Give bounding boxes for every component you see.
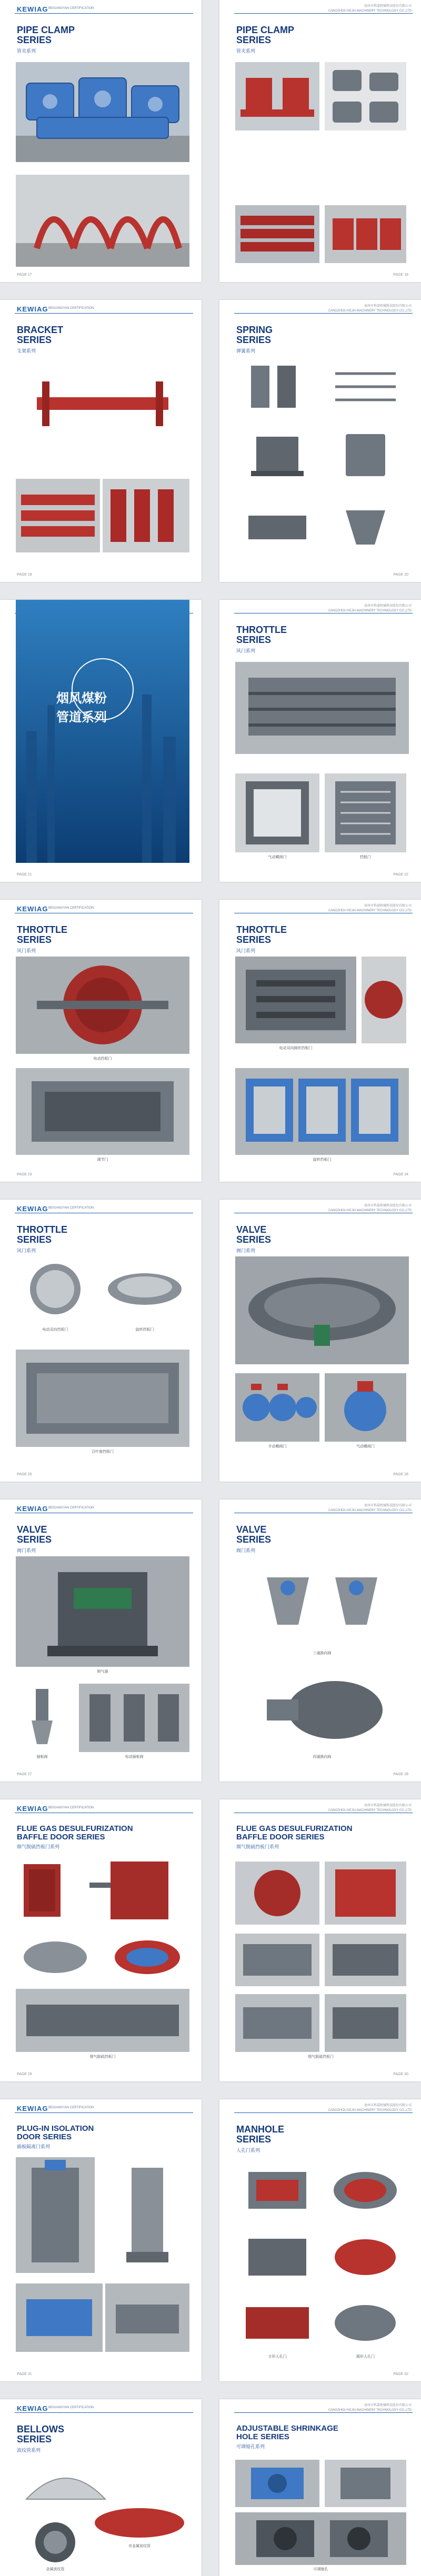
photo-grey-long-baffle xyxy=(16,1989,189,2052)
caption: 百叶窗挡板门 xyxy=(92,1450,114,1454)
page-subtitle: 烟气脱硫挡板门系列 xyxy=(236,1844,279,1849)
company-header: 沧州市科嘉机械科技股份有限公司 CANGZHOU KEJIA MACHINERY TECHNOLOGY CO.,LTD xyxy=(328,2104,412,2112)
photo-frame-3 xyxy=(235,1994,319,2052)
caption: 三通换向阀 xyxy=(313,1652,332,1655)
page-subtitle: 可调缩孔系列 xyxy=(236,2444,265,2449)
catalog-page-24 xyxy=(219,900,421,1182)
company-header: 沧州市科嘉机械科技股份有限公司 CANGZHOU KEJIA MACHINERY TECHNOLOGY CO.,LTD xyxy=(328,305,412,313)
photo-three-way-valves xyxy=(235,1556,409,1648)
page-title: SPRING SERIES 弹簧系列 xyxy=(236,325,273,356)
photo-louver-baffle-door xyxy=(16,1350,189,1447)
page-number: PAGE 25 xyxy=(17,1473,32,1476)
page-title: VALVE SERIES 阀门系列 xyxy=(17,1525,52,1556)
catalog-page-17 xyxy=(0,0,202,282)
page-title: VALVE SERIES 阀门系列 xyxy=(236,1525,271,1556)
photo-red-bracket-beam xyxy=(16,358,189,450)
page-title: VALVE SERIES 阀门系列 xyxy=(236,1225,271,1256)
cover-title: 烟风煤粉 管道系列 xyxy=(56,691,107,724)
page-subtitle: 风门系列 xyxy=(17,1248,36,1253)
photo-blue-shrinkage-hole xyxy=(235,2460,319,2507)
page-number: PAGE 23 xyxy=(17,1173,32,1176)
logo-tagline: BEIGANGYAN CERTIFICATION xyxy=(48,307,94,310)
page-number: PAGE 20 xyxy=(393,573,408,577)
header-rule xyxy=(15,2412,193,2413)
photo-red-brackets-left xyxy=(16,479,100,552)
photo-red-clamp-stack xyxy=(235,205,319,263)
photo-spring-support-1 xyxy=(235,426,319,484)
caption: 挡板门 xyxy=(360,856,371,859)
page-subtitle: 人孔门系列 xyxy=(236,2148,260,2153)
photo-spring-cone xyxy=(325,495,406,552)
photo-grey-baffle-box xyxy=(16,1068,189,1155)
header-rule xyxy=(234,313,413,314)
header-rule xyxy=(234,2412,413,2413)
photo-four-way-valve xyxy=(235,1663,409,1752)
company-logo: KEWIAG xyxy=(17,5,48,13)
page-title: THROTTLE SERIES 风门系列 xyxy=(236,625,287,656)
page-number: PAGE 30 xyxy=(393,2072,408,2076)
caption: 电动双向圆形挡板门 xyxy=(279,1046,313,1050)
photo-manhole-round-1 xyxy=(325,2161,406,2219)
photo-red-brackets-right xyxy=(103,479,189,552)
caption: 旋转挡板门 xyxy=(313,1158,332,1162)
photo-throttle-louver-2 xyxy=(325,773,406,852)
company-logo: KEWIAG xyxy=(17,1805,48,1813)
caption: 手动蝶阀门 xyxy=(268,1445,287,1448)
photo-round-damper xyxy=(362,957,406,1043)
company-header: 沧州市科嘉机械科技股份有限公司 CANGZHOU KEJIA MACHINERY TECHNOLOGY CO.,LTD xyxy=(328,1804,412,1812)
page-title: BRACKET SERIES 支架系列 xyxy=(17,325,63,356)
page-number: PAGE 28 xyxy=(393,1773,408,1776)
photo-manual-butterfly-valves xyxy=(235,1373,319,1442)
caption: 非金属波纹管 xyxy=(128,2544,151,2548)
caption: 电动双向挡板门 xyxy=(42,1328,68,1332)
page-number: PAGE 18 xyxy=(393,273,408,277)
page-title: PLUG-IN ISOLATION DOOR SERIES 插板隔离门系列 xyxy=(17,2125,94,2151)
company-logo: KEWIAG xyxy=(17,1205,48,1213)
photo-red-clamp-parts xyxy=(325,205,406,263)
page-subtitle: 波纹管系列 xyxy=(17,2448,41,2453)
catalog-page-19 xyxy=(0,300,202,582)
photo-blue-pipe-clamps xyxy=(16,62,189,162)
page-title: THROTTLE SERIES 风门系列 xyxy=(17,1225,67,1256)
logo-tagline: BEIGANGYAN CERTIFICATION xyxy=(48,2406,94,2409)
page-title: MANHOLE SERIES 人孔门系列 xyxy=(236,2125,284,2156)
caption: 电动挡板门 xyxy=(93,1057,112,1061)
caption: 烟气脱硫挡板门 xyxy=(89,2055,116,2059)
page-title: BELLOWS SERIES 波纹管系列 xyxy=(17,2424,64,2456)
caption: 烟气脱硫挡板门 xyxy=(308,2055,334,2059)
company-logo: KEWIAG xyxy=(17,2105,48,2112)
photo-rotary-disc-damper xyxy=(100,1256,189,1325)
page-number: PAGE 22 xyxy=(393,873,408,877)
photo-red-round-door xyxy=(235,1861,319,1925)
page-subtitle: 风门系列 xyxy=(236,948,256,953)
photo-desulfurization-door-2 xyxy=(79,1856,189,1925)
photo-round-bellows xyxy=(16,2520,95,2565)
page-subtitle: 阀门系列 xyxy=(236,1248,256,1253)
page-subtitle: 阀门系列 xyxy=(236,1548,256,1553)
photo-shrinkage-hole-assembly xyxy=(235,2512,406,2565)
catalog-page-31 xyxy=(0,2099,202,2381)
company-header: 沧州市科嘉机械科技股份有限公司 CANGZHOU KEJIA MACHINERY TECHNOLOGY CO.,LTD xyxy=(328,1204,412,1212)
photo-round-butterfly-damper xyxy=(16,957,189,1054)
photo-isolation-door-4 xyxy=(105,2283,189,2352)
catalog-page-20 xyxy=(219,300,421,582)
photo-red-square-door xyxy=(325,1861,406,1925)
photo-frame-4 xyxy=(325,1994,406,2052)
photo-red-pipe-clamps xyxy=(16,175,189,267)
page-number: PAGE 17 xyxy=(17,273,32,277)
caption: 方形人孔门 xyxy=(268,2355,287,2359)
page-subtitle: 风门系列 xyxy=(236,648,256,653)
photo-manhole-square-3 xyxy=(235,2294,319,2352)
catalog-page-21-cover xyxy=(0,600,202,882)
photo-large-rotary-damper xyxy=(235,1256,409,1364)
page-subtitle: 烟气脱硫挡板门系列 xyxy=(17,1844,60,1849)
logo-tagline: BEIGANGYAN CERTIFICATION xyxy=(48,907,94,910)
page-title: FLUE GAS DESULFURIZATION BAFFLE DOOR SERIES 烟气脱硫挡板门系列 xyxy=(236,1825,353,1851)
photo-manhole-square-2 xyxy=(235,2228,319,2286)
catalog-page-33 xyxy=(0,2399,202,2576)
photo-pneumatic-butterfly-valve xyxy=(325,1373,406,1442)
photo-throttle-frame xyxy=(235,662,409,754)
page-number: PAGE 19 xyxy=(17,573,32,577)
page-title: THROTTLE SERIES 风门系列 xyxy=(236,925,287,956)
catalog-page-26 xyxy=(219,1200,421,1482)
catalog-page-28 xyxy=(219,1500,421,1782)
catalog-page-34 xyxy=(219,2399,421,2576)
company-header: 沧州市科嘉机械科技股份有限公司 CANGZHOU KEJIA MACHINERY TECHNOLOGY CO.,LTD xyxy=(328,904,412,912)
page-title: PIPE CLAMP SERIES 管夹系列 xyxy=(236,25,294,56)
page-number: PAGE 29 xyxy=(17,2072,32,2076)
page-subtitle: 管夹系列 xyxy=(17,48,36,54)
page-title: PIPE CLAMP SERIES 管夹系列 xyxy=(17,25,75,56)
page-subtitle: 支架系列 xyxy=(17,348,36,354)
logo-tagline: BEIGANGYAN CERTIFICATION xyxy=(48,1806,94,1809)
photo-spring-hanger-1 xyxy=(235,358,319,416)
caption: 金属波纹管 xyxy=(46,2568,65,2571)
caption: 插板阀 xyxy=(36,1755,48,1759)
catalog-page-29 xyxy=(0,1799,202,2081)
page-number: PAGE 26 xyxy=(393,1473,408,1476)
caption: 调节门 xyxy=(97,1158,108,1162)
logo-tagline: BEIGANGYAN CERTIFICATION xyxy=(48,7,94,10)
catalog-page-18 xyxy=(219,0,421,282)
photo-spring-rods xyxy=(325,358,406,416)
photo-desulfurization-door-1 xyxy=(16,1856,68,1925)
photo-round-grid-damper xyxy=(16,1256,95,1325)
photo-manhole-round-2 xyxy=(325,2228,406,2286)
page-subtitle: 插板隔离门系列 xyxy=(17,2144,51,2149)
header-rule xyxy=(234,2112,413,2113)
photo-frame-2 xyxy=(325,1934,406,1986)
page-title: THROTTLE SERIES 风门系列 xyxy=(17,925,67,956)
catalog-page-22 xyxy=(219,600,421,882)
header-rule xyxy=(15,313,193,314)
caption: 锁气器 xyxy=(97,1670,108,1674)
caption: 气动蝶阀门 xyxy=(268,856,287,859)
page-number: PAGE 21 xyxy=(17,873,32,877)
company-header: 沧州市科嘉机械科技股份有限公司 CANGZHOU KEJIA MACHINERY TECHNOLOGY CO.,LTD xyxy=(328,605,412,612)
logo-tagline: BEIGANGYAN CERTIFICATION xyxy=(48,2106,94,2109)
photo-grey-shrinkage-hole xyxy=(325,2460,406,2507)
photo-electric-baffle xyxy=(235,957,356,1043)
photo-throttle-louver-1 xyxy=(235,773,319,852)
page-title: ADJUSTABLE SHRINKAGE HOLE SERIES 可调缩孔系列 xyxy=(236,2424,338,2451)
caption: 旋转挡板门 xyxy=(135,1328,154,1332)
page-subtitle: 阀门系列 xyxy=(17,1548,36,1553)
photo-red-clamp-assembly xyxy=(235,62,319,130)
company-logo: KEWIAG xyxy=(17,305,48,313)
photo-isolation-door-3 xyxy=(16,2283,103,2352)
photo-manhole-round-3 xyxy=(325,2294,406,2352)
header-rule xyxy=(15,2112,193,2113)
company-logo: KEWIAG xyxy=(17,2404,48,2412)
company-header: 沧州市科嘉机械科技股份有限公司 CANGZHOU KEJIA MACHINERY TECHNOLOGY CO.,LTD xyxy=(328,2404,412,2412)
photo-spring-support-2 xyxy=(325,426,406,484)
logo-tagline: BEIGANGYAN CERTIFICATION xyxy=(48,1206,94,1210)
photo-frame-1 xyxy=(235,1934,319,1986)
photo-isolation-door-2 xyxy=(105,2157,189,2273)
header-rule xyxy=(234,13,413,14)
header-rule xyxy=(15,13,193,14)
photo-round-disc-2 xyxy=(105,1931,189,1984)
photo-round-disc-1 xyxy=(16,1931,95,1984)
company-logo: KEWIAG xyxy=(17,1505,48,1513)
page-number: PAGE 32 xyxy=(393,2372,408,2376)
catalog-page-27 xyxy=(0,1500,202,1782)
catalog-page-30 xyxy=(219,1799,421,2081)
page-number: PAGE 24 xyxy=(393,1173,408,1176)
catalog-page-23 xyxy=(0,900,202,1182)
caption: 可调缩孔 xyxy=(313,2568,328,2571)
company-header: 沧州市科嘉机械科技股份有限公司 CANGZHOU KEJIA MACHINERY TECHNOLOGY CO.,LTD xyxy=(328,1504,412,1512)
photo-manhole-square-1 xyxy=(235,2161,319,2219)
photo-isolation-door-1 xyxy=(16,2157,95,2273)
catalog-page-25 xyxy=(0,1200,202,1482)
caption: 气动蝶阀门 xyxy=(356,1445,375,1448)
logo-tagline: BEIGANGYAN CERTIFICATION xyxy=(48,1506,94,1510)
company-logo: KEWIAG xyxy=(17,905,48,913)
page-number: PAGE 31 xyxy=(17,2372,32,2376)
photo-grey-clamps xyxy=(325,62,406,130)
page-title: FLUE GAS DESULFURIZATION BAFFLE DOOR SERIES 烟气脱硫挡板门系列 xyxy=(17,1825,133,1851)
photo-blue-throttle-frames xyxy=(235,1068,409,1155)
page-subtitle: 管夹系列 xyxy=(236,48,256,54)
page-subtitle: 风门系列 xyxy=(17,948,36,953)
photo-industrial-plant-cover xyxy=(16,600,189,863)
catalog-page-32 xyxy=(219,2099,421,2381)
page-number: PAGE 27 xyxy=(17,1773,32,1776)
caption: 电动插板阀 xyxy=(125,1755,144,1759)
photo-gate-valve xyxy=(16,1684,68,1752)
photo-spring-base xyxy=(235,495,319,552)
caption: 四通换向阀 xyxy=(313,1755,332,1759)
photo-metal-bellows-red xyxy=(89,2504,189,2541)
photo-electric-gate-valves xyxy=(79,1684,189,1752)
photo-airlock-valve xyxy=(16,1556,189,1667)
company-header: 沧州市科嘉机械科技股份有限公司 CANGZHOU KEJIA MACHINERY TECHNOLOGY CO.,LTD xyxy=(328,5,412,13)
caption: 圆形人孔门 xyxy=(356,2355,375,2359)
page-subtitle: 弹簧系列 xyxy=(236,348,256,354)
